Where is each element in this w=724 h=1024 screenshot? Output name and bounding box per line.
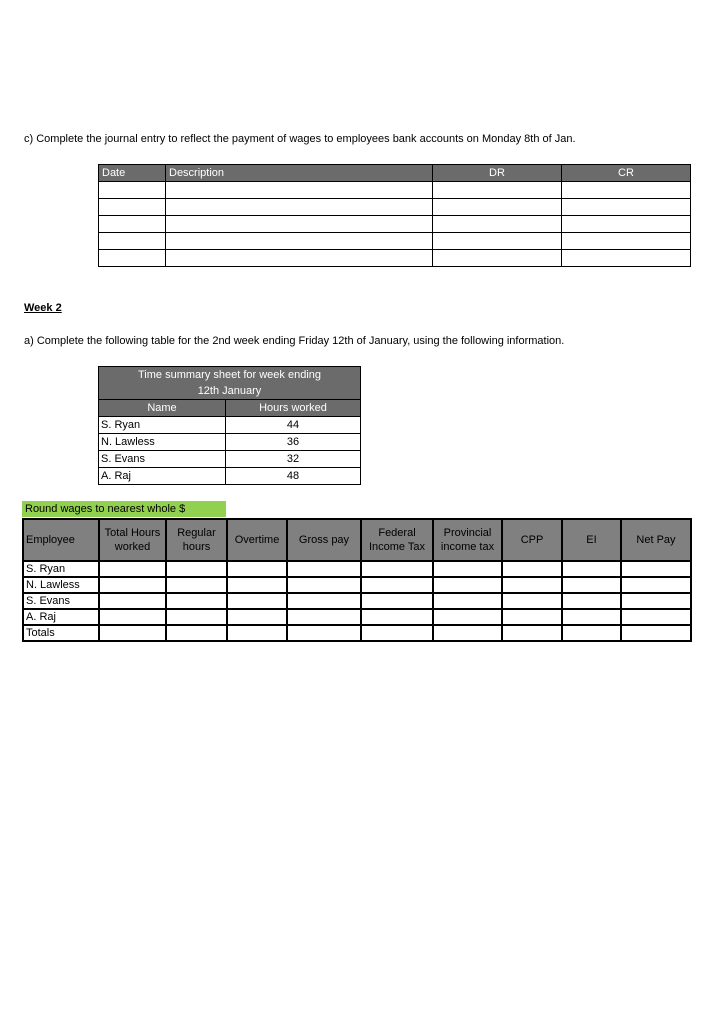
time-summary-row bbox=[99, 434, 361, 451]
payroll-cell[interactable] bbox=[433, 561, 502, 577]
journal-row bbox=[99, 216, 691, 233]
payroll-header-total-hours-line2: worked bbox=[114, 541, 151, 553]
time-summary-row bbox=[99, 417, 361, 434]
payroll-cell[interactable] bbox=[361, 625, 433, 641]
payroll-cell[interactable] bbox=[562, 593, 621, 609]
payroll-cell[interactable] bbox=[502, 593, 562, 609]
time-summary-title-line1: Time summary sheet for week ending bbox=[138, 369, 321, 381]
time-summary-name: N. Lawless bbox=[99, 434, 226, 451]
journal-cell[interactable] bbox=[99, 233, 166, 250]
journal-cell[interactable] bbox=[166, 199, 433, 216]
journal-cell[interactable] bbox=[166, 233, 433, 250]
payroll-header-federal bbox=[361, 519, 433, 561]
time-summary-title-line2: 12th January bbox=[197, 385, 262, 397]
journal-row bbox=[99, 233, 691, 250]
payroll-cell[interactable] bbox=[433, 609, 502, 625]
time-summary-name: S. Evans bbox=[99, 451, 226, 468]
payroll-employee: N. Lawless bbox=[23, 577, 99, 593]
journal-cell[interactable] bbox=[99, 199, 166, 216]
time-summary-hours: 36 bbox=[226, 434, 361, 451]
payroll-cell[interactable] bbox=[227, 577, 287, 593]
journal-row bbox=[99, 199, 691, 216]
journal-cell[interactable] bbox=[562, 216, 691, 233]
journal-header-description: Description bbox=[166, 165, 433, 182]
payroll-header-federal-line2: Income Tax bbox=[368, 541, 426, 553]
payroll-cell[interactable] bbox=[502, 609, 562, 625]
payroll-cell[interactable] bbox=[99, 577, 166, 593]
payroll-cell[interactable] bbox=[287, 625, 361, 641]
payroll-cell[interactable] bbox=[287, 577, 361, 593]
payroll-header-regular bbox=[166, 519, 227, 561]
journal-cell[interactable] bbox=[433, 250, 562, 267]
payroll-cell[interactable] bbox=[287, 561, 361, 577]
payroll-row bbox=[23, 577, 691, 593]
payroll-cell[interactable] bbox=[562, 625, 621, 641]
time-summary-name: S. Ryan bbox=[99, 417, 226, 434]
payroll-cell[interactable] bbox=[166, 593, 227, 609]
payroll-cell[interactable] bbox=[99, 561, 166, 577]
payroll-cell[interactable] bbox=[621, 561, 691, 577]
time-summary-row bbox=[99, 468, 361, 485]
payroll-cell[interactable] bbox=[227, 609, 287, 625]
payroll-header-net: Net Pay bbox=[621, 519, 691, 561]
payroll-header-overtime: Overtime bbox=[227, 519, 287, 561]
journal-cell[interactable] bbox=[99, 250, 166, 267]
payroll-cell[interactable] bbox=[166, 577, 227, 593]
payroll-cell[interactable] bbox=[99, 609, 166, 625]
payroll-cell[interactable] bbox=[433, 625, 502, 641]
payroll-cell[interactable] bbox=[361, 577, 433, 593]
payroll-cell[interactable] bbox=[361, 593, 433, 609]
payroll-cell[interactable] bbox=[502, 577, 562, 593]
payroll-cell[interactable] bbox=[562, 609, 621, 625]
time-summary-header-name: Name bbox=[99, 400, 226, 417]
week2-instruction: a) Complete the following table for the 2nd week ending Friday 12th of January, using the following information. bbox=[24, 335, 565, 347]
time-summary-title-row bbox=[99, 367, 361, 400]
time-summary-header-hours: Hours worked bbox=[226, 400, 361, 417]
payroll-header-row bbox=[23, 519, 691, 561]
time-summary-hours: 32 bbox=[226, 451, 361, 468]
payroll-cell[interactable] bbox=[433, 593, 502, 609]
payroll-header-total-hours bbox=[99, 519, 166, 561]
payroll-header-cpp: CPP bbox=[502, 519, 562, 561]
payroll-cell[interactable] bbox=[166, 609, 227, 625]
journal-header-date: Date bbox=[99, 165, 166, 182]
payroll-cell[interactable] bbox=[361, 609, 433, 625]
payroll-cell[interactable] bbox=[361, 561, 433, 577]
payroll-header-total-hours-line1: Total Hours bbox=[104, 527, 161, 539]
journal-cell[interactable] bbox=[433, 233, 562, 250]
payroll-cell[interactable] bbox=[621, 577, 691, 593]
payroll-cell[interactable] bbox=[562, 561, 621, 577]
payroll-cell[interactable] bbox=[287, 609, 361, 625]
journal-header-dr: DR bbox=[433, 165, 562, 182]
payroll-header-provincial-line2: income tax bbox=[440, 541, 495, 553]
payroll-header-employee: Employee bbox=[23, 519, 99, 561]
payroll-cell[interactable] bbox=[502, 625, 562, 641]
journal-cell[interactable] bbox=[166, 216, 433, 233]
payroll-row bbox=[23, 561, 691, 577]
journal-row bbox=[99, 182, 691, 199]
payroll-row bbox=[23, 593, 691, 609]
payroll-cell[interactable] bbox=[562, 577, 621, 593]
payroll-cell[interactable] bbox=[621, 609, 691, 625]
journal-cell[interactable] bbox=[433, 199, 562, 216]
payroll-header-gross: Gross pay bbox=[287, 519, 361, 561]
payroll-cell[interactable] bbox=[502, 561, 562, 577]
payroll-cell[interactable] bbox=[227, 625, 287, 641]
payroll-header-provincial bbox=[433, 519, 502, 561]
time-summary-name: A. Raj bbox=[99, 468, 226, 485]
payroll-cell[interactable] bbox=[166, 625, 227, 641]
week2-heading: Week 2 bbox=[24, 302, 62, 314]
payroll-row bbox=[23, 609, 691, 625]
payroll-totals-label: Totals bbox=[23, 625, 99, 641]
payroll-cell[interactable] bbox=[227, 561, 287, 577]
payroll-totals-row bbox=[23, 625, 691, 641]
payroll-cell[interactable] bbox=[99, 625, 166, 641]
time-summary-row bbox=[99, 451, 361, 468]
journal-cell[interactable] bbox=[562, 250, 691, 267]
payroll-cell[interactable] bbox=[166, 561, 227, 577]
payroll-cell[interactable] bbox=[621, 625, 691, 641]
journal-cell[interactable] bbox=[166, 182, 433, 199]
journal-cell[interactable] bbox=[562, 182, 691, 199]
payroll-employee: S. Evans bbox=[23, 593, 99, 609]
journal-cell[interactable] bbox=[433, 182, 562, 199]
round-wages-note: Round wages to nearest whole $ bbox=[22, 501, 226, 517]
payroll-header-federal-line1: Federal bbox=[378, 527, 416, 539]
payroll-cell[interactable] bbox=[227, 593, 287, 609]
journal-row bbox=[99, 250, 691, 267]
payroll-header-regular-line2: hours bbox=[182, 541, 211, 553]
payroll-cell[interactable] bbox=[433, 577, 502, 593]
payroll-table bbox=[22, 518, 692, 642]
time-summary-title bbox=[99, 367, 361, 400]
payroll-header-ei: EI bbox=[562, 519, 621, 561]
payroll-cell[interactable] bbox=[99, 593, 166, 609]
payroll-employee: A. Raj bbox=[23, 609, 99, 625]
journal-cell[interactable] bbox=[562, 199, 691, 216]
journal-header-cr: CR bbox=[562, 165, 691, 182]
journal-cell[interactable] bbox=[99, 216, 166, 233]
journal-entry-table bbox=[98, 164, 691, 267]
time-summary-table bbox=[98, 366, 361, 485]
payroll-cell[interactable] bbox=[287, 593, 361, 609]
payroll-header-provincial-line1: Provincial bbox=[443, 527, 492, 539]
journal-header-row bbox=[99, 165, 691, 182]
journal-cell[interactable] bbox=[562, 233, 691, 250]
journal-cell[interactable] bbox=[99, 182, 166, 199]
time-summary-hours: 48 bbox=[226, 468, 361, 485]
section-c-instruction: c) Complete the journal entry to reflect the payment of wages to employees bank accounts on Monday 8th of Jan. bbox=[24, 133, 576, 145]
time-summary-header-row bbox=[99, 400, 361, 417]
payroll-cell[interactable] bbox=[621, 593, 691, 609]
journal-cell[interactable] bbox=[166, 250, 433, 267]
journal-cell[interactable] bbox=[433, 216, 562, 233]
time-summary-hours: 44 bbox=[226, 417, 361, 434]
payroll-employee: S. Ryan bbox=[23, 561, 99, 577]
payroll-header-regular-line1: Regular bbox=[177, 527, 216, 539]
